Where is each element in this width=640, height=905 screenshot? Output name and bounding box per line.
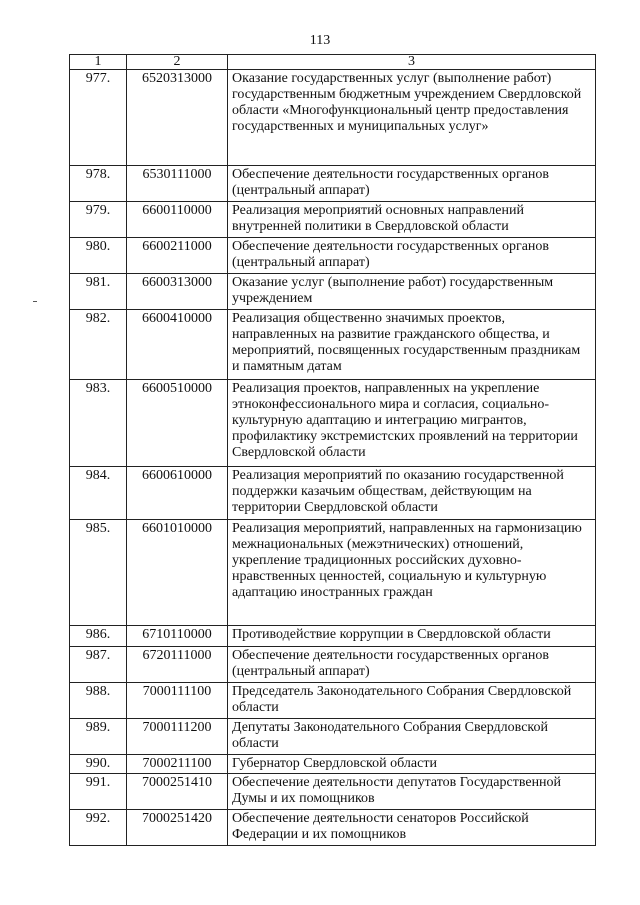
column-header-code: 2: [127, 55, 228, 70]
row-code: 6600410000: [127, 310, 228, 380]
row-code: 6710110000: [127, 626, 228, 647]
budget-codes-table: [69, 54, 596, 846]
row-number: 988.: [70, 683, 127, 719]
row-code: 6600211000: [127, 238, 228, 274]
row-code: 6600313000: [127, 274, 228, 310]
row-number: 986.: [70, 626, 127, 647]
row-code: 7000111100: [127, 683, 228, 719]
row-code: 6520313000: [127, 70, 228, 166]
row-code: 7000251410: [127, 774, 228, 810]
table-row: [70, 467, 596, 520]
row-code: 7000111200: [127, 719, 228, 755]
row-name: Депутаты Законодательного Собрания Свердловской области: [228, 719, 596, 755]
row-number: 979.: [70, 202, 127, 238]
table-row: [70, 626, 596, 647]
table-row: [70, 810, 596, 846]
table-row: [70, 719, 596, 755]
row-code: 6720111000: [127, 647, 228, 683]
row-code: 7000211100: [127, 755, 228, 774]
row-number: 987.: [70, 647, 127, 683]
row-number: 978.: [70, 166, 127, 202]
table-row: [70, 202, 596, 238]
row-name: Реализация мероприятий основных направлений внутренней политики в Свердловской области: [228, 202, 596, 238]
row-number: 983.: [70, 380, 127, 467]
table-row: [70, 274, 596, 310]
row-name: Противодействие коррупции в Свердловской области: [228, 626, 596, 647]
row-number: 992.: [70, 810, 127, 846]
row-name: Оказание услуг (выполнение работ) государственным учреждением: [228, 274, 596, 310]
row-number: 977.: [70, 70, 127, 166]
margin-mark: [33, 301, 37, 302]
row-name: Оказание государственных услуг (выполнение работ) государственным бюджетным учреждением Свердловской области «Многофункциональный центр предоставления государственных и муниципальных услуг»: [228, 70, 596, 166]
row-name: Обеспечение деятельности государственных органов (центральный аппарат): [228, 238, 596, 274]
row-name: Председатель Законодательного Собрания Свердловской области: [228, 683, 596, 719]
row-number: 980.: [70, 238, 127, 274]
table-row: [70, 647, 596, 683]
table-row: [70, 310, 596, 380]
row-code: 6600510000: [127, 380, 228, 467]
page-number: 113: [309, 33, 331, 48]
row-name: Обеспечение деятельности депутатов Государственной Думы и их помощников: [228, 774, 596, 810]
row-name: Губернатор Свердловской области: [228, 755, 596, 774]
row-code: 7000251420: [127, 810, 228, 846]
row-number: 991.: [70, 774, 127, 810]
row-number: 984.: [70, 467, 127, 520]
row-number: 990.: [70, 755, 127, 774]
column-header-number: 1: [70, 55, 127, 70]
row-name: Обеспечение деятельности государственных органов (центральный аппарат): [228, 166, 596, 202]
row-code: 6600610000: [127, 467, 228, 520]
row-name: Реализация общественно значимых проектов, направленных на развитие гражданского общества, и мероприятий, посвященных государственным праздникам и памятным датам: [228, 310, 596, 380]
row-number: 989.: [70, 719, 127, 755]
table-row: [70, 774, 596, 810]
row-name: Реализация мероприятий, направленных на гармонизацию межнациональных (межэтнических) отношений, укрепление традиционных российских духовно-нравственных ценностей, социальную и культурную адаптацию иностранных граждан: [228, 520, 596, 626]
row-code: 6530111000: [127, 166, 228, 202]
row-number: 982.: [70, 310, 127, 380]
table-row: [70, 683, 596, 719]
row-name: Реализация мероприятий по оказанию государственной поддержки казачьим обществам, действующим на территории Свердловской области: [228, 467, 596, 520]
table-row: [70, 166, 596, 202]
table-row: [70, 755, 596, 774]
row-number: 981.: [70, 274, 127, 310]
column-header-name: 3: [228, 55, 596, 70]
row-code: 6601010000: [127, 520, 228, 626]
row-code: 6600110000: [127, 202, 228, 238]
table-row: [70, 520, 596, 626]
table-header-row: [70, 55, 596, 70]
table-row: [70, 380, 596, 467]
row-name: Обеспечение деятельности сенаторов Российской Федерации и их помощников: [228, 810, 596, 846]
row-name: Реализация проектов, направленных на укрепление этноконфессионального мира и согласия, социально-культурную адаптацию и интеграцию мигрантов, профилактику экстремистских проявлений на территории Свердловской области: [228, 380, 596, 467]
table-row: [70, 70, 596, 166]
table-row: [70, 238, 596, 274]
row-name: Обеспечение деятельности государственных органов (центральный аппарат): [228, 647, 596, 683]
row-number: 985.: [70, 520, 127, 626]
table-body: [70, 70, 596, 846]
